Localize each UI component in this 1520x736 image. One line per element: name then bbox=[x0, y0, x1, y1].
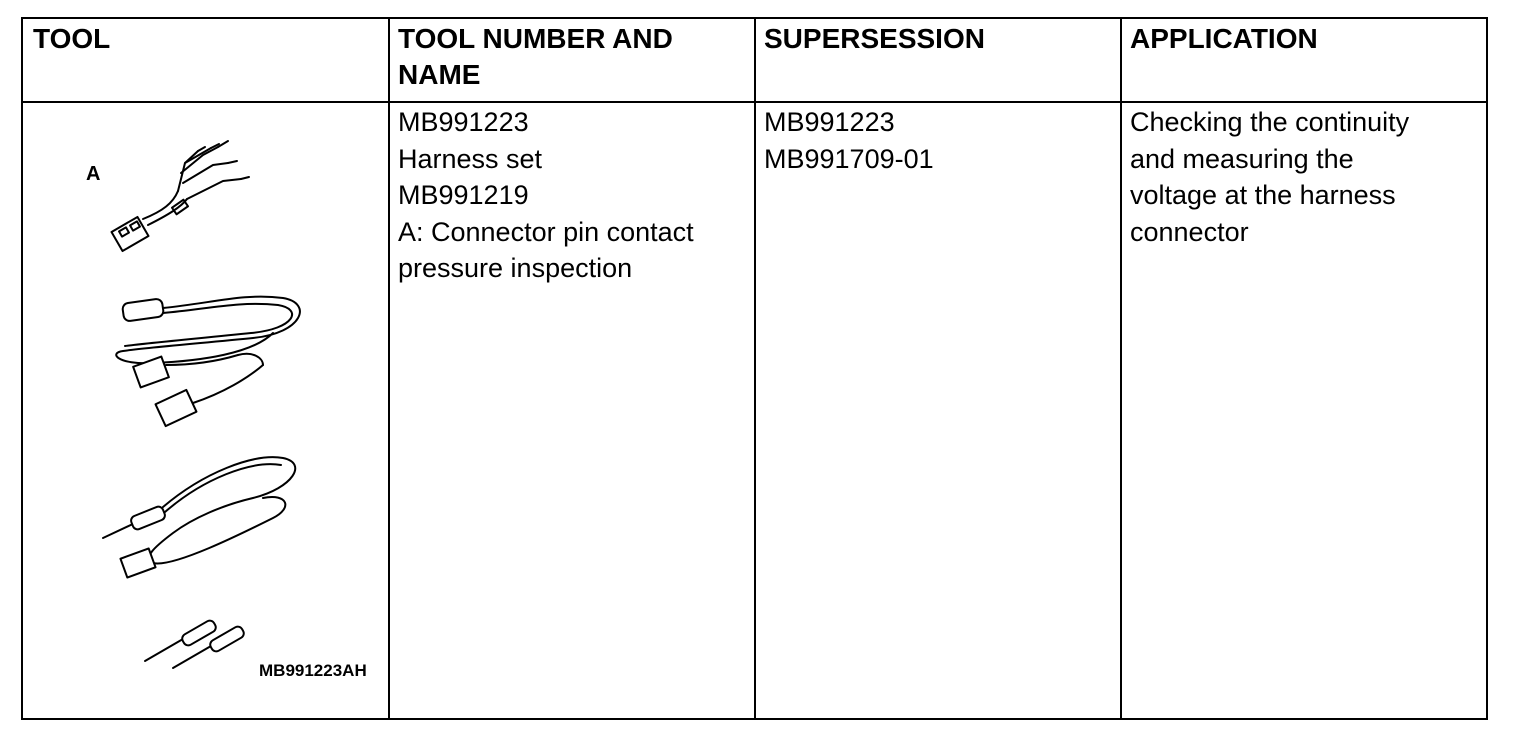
application-line: connector bbox=[1130, 216, 1249, 247]
probe-pins-figure bbox=[145, 619, 246, 668]
column-divider-2 bbox=[754, 19, 756, 718]
application-cell bbox=[1124, 104, 1488, 250]
column-divider-3 bbox=[1120, 19, 1122, 718]
figure-label-a: A bbox=[86, 163, 101, 185]
tool-number-line: Harness set bbox=[398, 143, 543, 174]
tool-number-line: A: Connector pin contact bbox=[398, 216, 694, 247]
harness-set-illustration bbox=[23, 103, 389, 720]
probe-lead-figure bbox=[103, 457, 295, 577]
supersession-cell bbox=[758, 104, 1118, 177]
extension-harness-figure bbox=[116, 297, 300, 426]
figure-code: MB991223AH bbox=[259, 661, 367, 680]
tool-number-line: pressure inspection bbox=[398, 253, 633, 283]
tool-number-line: MB991219 bbox=[398, 180, 529, 210]
application-line: voltage at the harness bbox=[1130, 180, 1396, 210]
header-application: APPLICATION bbox=[1130, 23, 1318, 54]
application-line: Checking the continuity bbox=[1130, 107, 1410, 137]
application-line: and measuring the bbox=[1130, 143, 1354, 174]
header-tool: TOOL bbox=[33, 23, 111, 54]
connector-pin-probe-figure bbox=[112, 141, 249, 251]
tool-number-line: MB991223 bbox=[398, 107, 529, 137]
tool-table bbox=[21, 17, 1488, 720]
supersession-line: MB991223 bbox=[764, 107, 895, 137]
tool-number-cell bbox=[392, 104, 752, 287]
header-tool-number: TOOL NUMBER AND NAME bbox=[398, 23, 673, 90]
header-supersession: SUPERSESSION bbox=[764, 23, 985, 54]
supersession-line: MB991709-01 bbox=[764, 143, 934, 174]
